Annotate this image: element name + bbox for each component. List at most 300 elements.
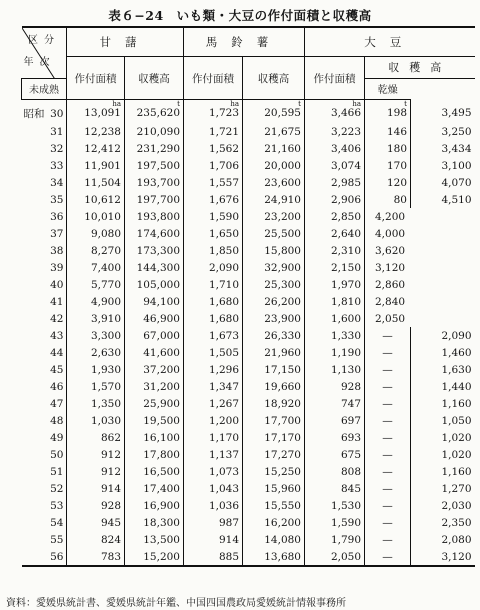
dry-cell-value: 1,020 [441,431,472,444]
so-area-cell-value: 2,050 [330,550,361,563]
unripe-cell [365,140,411,157]
unripe-cell [365,429,411,446]
so-area-cell-value: 2,906 [330,193,361,206]
sp-harvest-cell-value: 16,100 [143,431,180,444]
year-number: 51 [50,465,64,478]
unripe-cell [365,344,411,361]
so-area-cell [305,259,365,276]
po-area-cell-value: 885 [218,550,239,563]
po-harvest-cell-value: 25,500 [264,227,301,240]
unripe-cell [365,480,411,497]
sp-harvest-cell [125,344,184,361]
po-area-cell [184,310,243,327]
so-area-cell-value: 808 [340,465,361,478]
so-harvest-cell [365,293,475,310]
sp-area-cell [67,412,125,429]
sp-area-cell [67,157,125,174]
so-area-cell [305,140,365,157]
po-area-cell [184,327,243,344]
table-row [22,293,475,310]
unripe-cell-value: — [382,431,393,444]
po-area-cell [184,429,243,446]
sp-area-cell-value: 10,612 [84,193,121,206]
unit-label: t [404,100,407,108]
so-area-cell [305,242,365,259]
year-cell [22,208,67,225]
table-row [22,429,475,446]
table-title: 表６−24 いも類・大豆の作付面積と収穫高 [108,8,372,23]
unripe-cell-value: — [382,363,393,376]
so-harvest-cell [365,242,475,259]
table-row [22,208,475,225]
so-area-cell-value: 2,985 [330,176,361,189]
so-area-cell [305,463,365,480]
dry-cell [411,480,475,497]
so-harvest-cell-value: 3,620 [375,244,406,257]
so-area-cell [305,395,365,412]
year-cell [22,174,67,191]
po-harvest-cell [243,100,305,124]
sp-harvest-cell-value: 173,300 [136,244,180,257]
unripe-cell-value: — [382,550,393,563]
so-area-cell-value: 1,130 [330,363,361,376]
so-harvest-cell [365,208,475,225]
po-area-cell [184,412,243,429]
year-number: 33 [50,159,64,172]
po-harvest-cell-value: 14,080 [264,533,301,546]
so-area-cell [305,361,365,378]
sp-harvest-cell [125,140,184,157]
po-harvest-cell [243,531,305,548]
po-area-cell [184,259,243,276]
year-cell [22,378,67,395]
so-area-cell-value: 928 [340,380,361,393]
unit-label: ha [352,100,361,108]
unripe-cell [365,191,411,208]
po-harvest-cell-value: 17,170 [264,431,301,444]
po-harvest-cell-value: 16,200 [264,516,301,529]
unripe-cell-value: 198 [386,107,407,119]
sp-area-cell-value: 2,630 [90,346,121,359]
po-area-cell-value: 1,557 [208,176,239,189]
so-area-cell-value: 747 [340,397,361,410]
po-area-cell [184,463,243,480]
table-row [22,100,475,124]
year-number: 55 [50,533,64,546]
po-harvest-cell-value: 15,550 [264,499,301,512]
sp-area-cell-value: 12,412 [84,142,121,155]
so-area-cell-value: 3,406 [330,142,361,155]
sp-area-cell [67,514,125,531]
sp-area-cell-value: 10,010 [84,210,121,223]
po-harvest-cell [243,463,305,480]
sp-area-cell-value: 824 [100,533,121,546]
po-area-cell-value: 1,036 [208,499,239,512]
so-harvest-cell-value: 2,840 [375,295,406,308]
po-harvest-cell-value: 13,680 [264,550,301,563]
unripe-cell-value: 180 [386,142,407,155]
so-area-cell [305,480,365,497]
po-harvest-cell-value: 21,675 [264,125,301,138]
po-harvest-cell-value: 15,960 [264,482,301,495]
po-area-cell-value: 1,267 [208,397,239,410]
unripe-cell-value: — [382,482,393,495]
table-row [22,344,475,361]
sp-area-cell [67,531,125,548]
po-harvest-cell-value: 26,330 [264,329,301,342]
so-area-cell [305,208,365,225]
unripe-cell [365,531,411,548]
po-area-cell [184,140,243,157]
po-harvest-cell [243,344,305,361]
unit-label: ha [112,100,121,108]
dry-cell [411,140,475,157]
sp-area-cell-value: 1,030 [90,414,121,427]
year-cell [22,429,67,446]
dry-cell [411,412,475,429]
year-number: 30 [50,107,64,120]
po-area-cell-value: 1,650 [208,227,239,240]
po-area-cell [184,480,243,497]
dry-cell [411,191,475,208]
unripe-cell [365,361,411,378]
so-area-cell [305,276,365,293]
sp-area-cell [67,225,125,242]
po-area-cell [184,361,243,378]
sp-harvest-cell [125,310,184,327]
table-row [22,497,475,514]
po-area-cell-value: 1,723 [208,107,239,119]
po-area-cell-value: 1,043 [208,482,239,495]
dry-cell [411,378,475,395]
so-area-cell [305,123,365,140]
po-harvest-cell [243,208,305,225]
era-label: 昭和 [23,107,45,120]
year-cell [22,310,67,327]
table-row [22,310,475,327]
sp-harvest-cell [125,242,184,259]
sp-harvest-cell [125,480,184,497]
sp-area-cell-value: 1,570 [90,380,121,393]
sp-harvest-cell-value: 17,400 [143,482,180,495]
po-harvest-cell-value: 26,200 [264,295,301,308]
unripe-cell [365,497,411,514]
so-area-cell [305,225,365,242]
po-area-cell [184,293,243,310]
dry-cell-value: 1,630 [441,363,472,376]
sp-harvest-cell [125,259,184,276]
po-area-cell [184,242,243,259]
sp-area-cell [67,310,125,327]
sp-harvest-cell-value: 197,500 [136,159,180,172]
po-area-cell-value: 1,073 [208,465,239,478]
so-area-cell-value: 1,530 [330,499,361,512]
po-harvest-cell-value: 23,900 [264,312,301,325]
sp-area-cell-value: 1,930 [90,363,121,376]
year-cell [22,361,67,378]
year-number: 37 [50,227,64,240]
sp-harvest-cell [125,548,184,566]
table-row [22,480,475,497]
table-row [22,140,475,157]
po-area-cell [184,344,243,361]
source-note: 資料：愛媛県統計書、愛媛県統計年鑑、中国四国農政局愛媛統計情報事務所 [6,598,346,609]
sp-harvest-cell-value: 15,200 [143,550,180,563]
po-area-cell [184,514,243,531]
po-area-cell-value: 1,296 [208,363,239,376]
po-harvest-cell-value: 19,660 [264,380,301,393]
sp-area-cell-value: 7,400 [90,261,121,274]
dry-cell [411,395,475,412]
so-area-cell-value: 2,850 [330,210,361,223]
dry-cell-value: 1,160 [441,397,472,410]
unripe-cell-value: 146 [386,125,407,138]
po-harvest-cell [243,191,305,208]
sp-harvest-cell-value: 105,000 [136,278,180,291]
sp-area-cell-value: 11,901 [84,159,121,172]
po-area-cell [184,497,243,514]
so-area-cell [305,514,365,531]
year-number: 32 [50,142,64,155]
unripe-cell [365,100,411,124]
unripe-cell [365,395,411,412]
sp-area-cell-value: 783 [100,550,121,563]
sp-area-cell [67,480,125,497]
unit-label: ha [230,100,239,108]
po-area-cell-value: 1,505 [208,346,239,359]
sp-area-cell [67,446,125,463]
table-row [22,259,475,276]
sp-harvest-cell-value: 235,620 [136,107,180,119]
year-number: 53 [50,499,64,512]
year-cell [22,497,67,514]
data-table [21,26,475,567]
sp-area-cell-value: 3,910 [90,312,121,325]
so-area-cell [305,531,365,548]
table-row [22,463,475,480]
so-area-cell-value: 1,330 [330,329,361,342]
unripe-cell [365,378,411,395]
so-area-cell [305,293,365,310]
sp-harvest-cell [125,497,184,514]
dry-cell [411,446,475,463]
sp-area-cell-value: 4,900 [90,295,121,308]
po-area-cell-value: 1,347 [208,380,239,393]
table-row [22,276,475,293]
dry-cell-value: 2,350 [441,516,472,529]
sp-area-cell-value: 8,270 [90,244,121,257]
table-row [22,548,475,566]
sp-area-cell [67,463,125,480]
so-area-cell [305,310,365,327]
dry-cell-value: 4,070 [441,176,472,189]
so-harvest-cell [365,276,475,293]
year-number: 43 [50,329,64,342]
so-area-cell-value: 1,190 [330,346,361,359]
po-area-header: 作付面積 [184,57,243,100]
sp-area-cell-value: 12,238 [84,125,121,138]
po-area-cell [184,225,243,242]
po-harvest-cell-value: 17,270 [264,448,301,461]
po-harvest-cell [243,378,305,395]
so-area-cell-value: 3,466 [330,107,361,119]
sp-area-cell [67,361,125,378]
sp-area-cell-value: 862 [100,431,121,444]
sp-harvest-cell-value: 193,800 [136,210,180,223]
soybean-header: 大豆 [305,27,475,57]
po-harvest-cell [243,310,305,327]
corner-bottom-label: 年次 [23,56,56,68]
sp-harvest-header: 収穫高 [125,57,184,100]
sp-area-cell [67,293,125,310]
table-row [22,174,475,191]
sweet-potato-header: 甘藷 [67,27,184,57]
unripe-cell-value: 120 [386,176,407,189]
po-harvest-cell [243,480,305,497]
year-cell [22,531,67,548]
sp-area-cell [67,100,125,124]
year-cell [22,412,67,429]
sp-harvest-cell [125,293,184,310]
so-area-cell [305,344,365,361]
sp-area-cell-value: 9,080 [90,227,121,240]
year-number: 41 [50,295,64,308]
unripe-cell [365,412,411,429]
unripe-cell [365,157,411,174]
unripe-cell-value: — [382,346,393,359]
po-area-cell-value: 987 [218,516,239,529]
sp-harvest-cell-value: 25,900 [143,397,180,410]
dry-cell-value: 2,090 [441,329,472,342]
unripe-cell-value: — [382,380,393,393]
so-harvest-cell [365,259,475,276]
dry-cell-value: 3,434 [441,142,472,155]
sp-harvest-cell-value: 18,300 [143,516,180,529]
table-row [22,412,475,429]
dry-cell [411,327,475,344]
po-harvest-header: 収穫高 [243,57,305,100]
po-area-cell [184,123,243,140]
po-harvest-cell-value: 25,300 [264,278,301,291]
po-harvest-cell-value: 15,250 [264,465,301,478]
po-harvest-cell [243,395,305,412]
so-area-cell [305,378,365,395]
year-cell [22,157,67,174]
dry-cell [411,174,475,191]
year-number: 47 [50,397,64,410]
po-area-cell-value: 1,680 [208,312,239,325]
sp-harvest-cell-value: 197,700 [136,193,180,206]
table-row [22,361,475,378]
year-number: 40 [50,278,64,291]
so-area-cell [305,497,365,514]
dry-cell-value: 3,120 [441,550,472,563]
so-harvest-cell-value: 4,200 [375,210,406,223]
so-area-cell [305,412,365,429]
sp-harvest-cell [125,361,184,378]
sp-area-cell-value: 1,350 [90,397,121,410]
po-area-cell [184,446,243,463]
year-number: 52 [50,482,64,495]
so-area-header: 作付面積 [305,57,365,100]
so-area-cell-value: 697 [340,414,361,427]
year-number: 54 [50,516,64,529]
sp-harvest-cell [125,429,184,446]
unripe-cell-value: 80 [393,193,407,206]
so-area-cell [305,548,365,566]
sp-harvest-cell [125,446,184,463]
unripe-cell [365,548,411,566]
year-cell [22,514,67,531]
unripe-cell [365,327,411,344]
dry-cell [411,497,475,514]
unripe-cell [365,446,411,463]
sp-harvest-cell [125,463,184,480]
year-number: 45 [50,363,64,376]
year-number: 49 [50,431,64,444]
po-harvest-cell [243,446,305,463]
sp-area-cell-value: 912 [100,448,121,461]
dry-cell-value: 3,495 [441,106,472,119]
po-area-cell-value: 914 [218,533,239,546]
year-cell [22,276,67,293]
year-cell [22,446,67,463]
dry-cell-value: 1,050 [441,414,472,427]
year-cell [22,242,67,259]
po-area-cell [184,100,243,124]
po-harvest-cell [243,327,305,344]
po-area-cell [184,174,243,191]
dry-cell [411,463,475,480]
po-area-cell [184,548,243,566]
sp-harvest-cell [125,412,184,429]
unripe-cell [365,123,411,140]
so-harvest-cell-value: 4,000 [375,227,406,240]
po-area-cell [184,208,243,225]
sp-area-cell-value: 13,091 [84,107,121,119]
po-harvest-cell [243,157,305,174]
po-area-cell [184,531,243,548]
dry-cell [411,548,475,566]
year-cell [22,463,67,480]
sp-harvest-cell-value: 31,200 [143,380,180,393]
year-number: 39 [50,261,64,274]
sp-area-cell-value: 3,300 [90,329,121,342]
po-harvest-cell [243,140,305,157]
unit-label: t [298,100,301,108]
po-area-cell [184,191,243,208]
dry-cell [411,344,475,361]
po-area-cell-value: 1,710 [208,278,239,291]
sp-area-cell [67,327,125,344]
year-number: 38 [50,244,64,257]
po-area-cell-value: 1,562 [208,142,239,155]
sp-harvest-cell [125,157,184,174]
sp-area-cell [67,378,125,395]
unripe-cell-value: — [382,329,393,342]
year-cell [22,548,67,566]
unripe-cell-value: — [382,516,393,529]
po-harvest-cell [243,497,305,514]
sp-harvest-cell-value: 67,000 [143,329,180,342]
po-area-cell-value: 1,676 [208,193,239,206]
sp-harvest-cell [125,100,184,124]
sp-harvest-cell-value: 37,200 [143,363,180,376]
po-harvest-cell [243,242,305,259]
dry-cell [411,123,475,140]
po-harvest-cell-value: 21,960 [264,346,301,359]
sp-harvest-cell-value: 41,600 [143,346,180,359]
